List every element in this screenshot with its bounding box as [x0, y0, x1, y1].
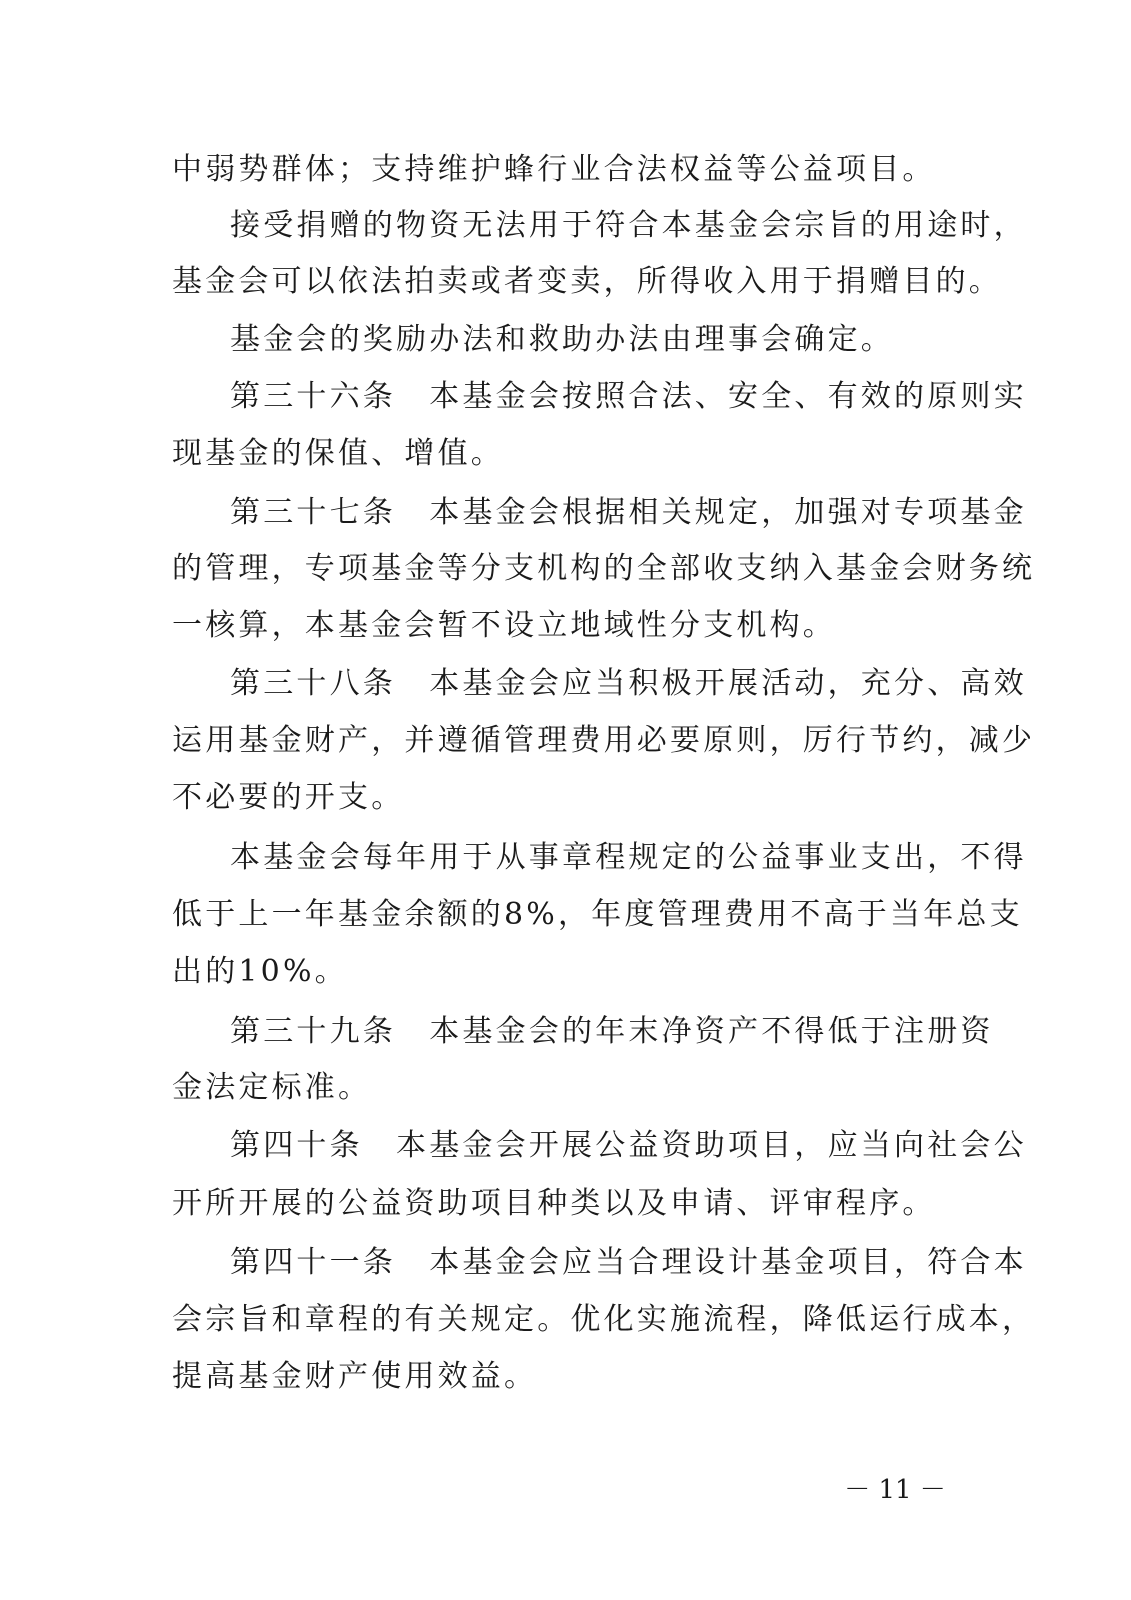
text-line: 中弱势群体；支持维护蜂行业合法权益等公益项目。 [172, 152, 936, 187]
paragraph-start-line: 本基金会每年用于从事章程规定的公益事业支出，不得 [230, 840, 1027, 875]
article-41-line: 第四十一条 本基金会应当合理设计基金项目，符合本 [230, 1245, 1027, 1280]
article-36-line: 第三十六条 本基金会按照合法、安全、有效的原则实 [230, 379, 1027, 414]
text-line: 一核算，本基金会暂不设立地域性分支机构。 [172, 608, 836, 643]
text-line: 现基金的保值、增值。 [172, 436, 504, 471]
article-37-line: 第三十七条 本基金会根据相关规定，加强对专项基金 [230, 495, 1027, 530]
page-number: － 11 － [844, 1475, 946, 1505]
article-38-line: 第三十八条 本基金会应当积极开展活动，充分、高效 [230, 666, 1027, 701]
article-39-line: 第三十九条 本基金会的年末净资产不得低于注册资 [230, 1014, 994, 1049]
text-line: 低于上一年基金余额的8%，年度管理费用不高于当年总支 [172, 897, 1023, 932]
text-line: 运用基金财产，并遵循管理费用必要原则，厉行节约，减少 [172, 723, 1036, 758]
paragraph-start-line: 基金会的奖励办法和救助办法由理事会确定。 [230, 322, 894, 357]
text-line: 不必要的开支。 [172, 780, 405, 815]
text-line: 基金会可以依法拍卖或者变卖，所得收入用于捐赠目的。 [172, 264, 1002, 299]
text-line: 的管理，专项基金等分支机构的全部收支纳入基金会财务统 [172, 551, 1036, 586]
text-line: 金法定标准。 [172, 1070, 372, 1105]
text-line: 提高基金财产使用效益。 [172, 1359, 538, 1394]
text-line: 会宗旨和章程的有关规定。优化实施流程，降低运行成本， [172, 1302, 1036, 1337]
text-line: 出的10%。 [172, 954, 348, 989]
article-40-line: 第四十条 本基金会开展公益资助项目，应当向社会公 [230, 1128, 1027, 1163]
paragraph-start-line: 接受捐赠的物资无法用于符合本基金会宗旨的用途时， [230, 208, 1027, 243]
text-line: 开所开展的公益资助项目种类以及申请、评审程序。 [172, 1186, 936, 1221]
